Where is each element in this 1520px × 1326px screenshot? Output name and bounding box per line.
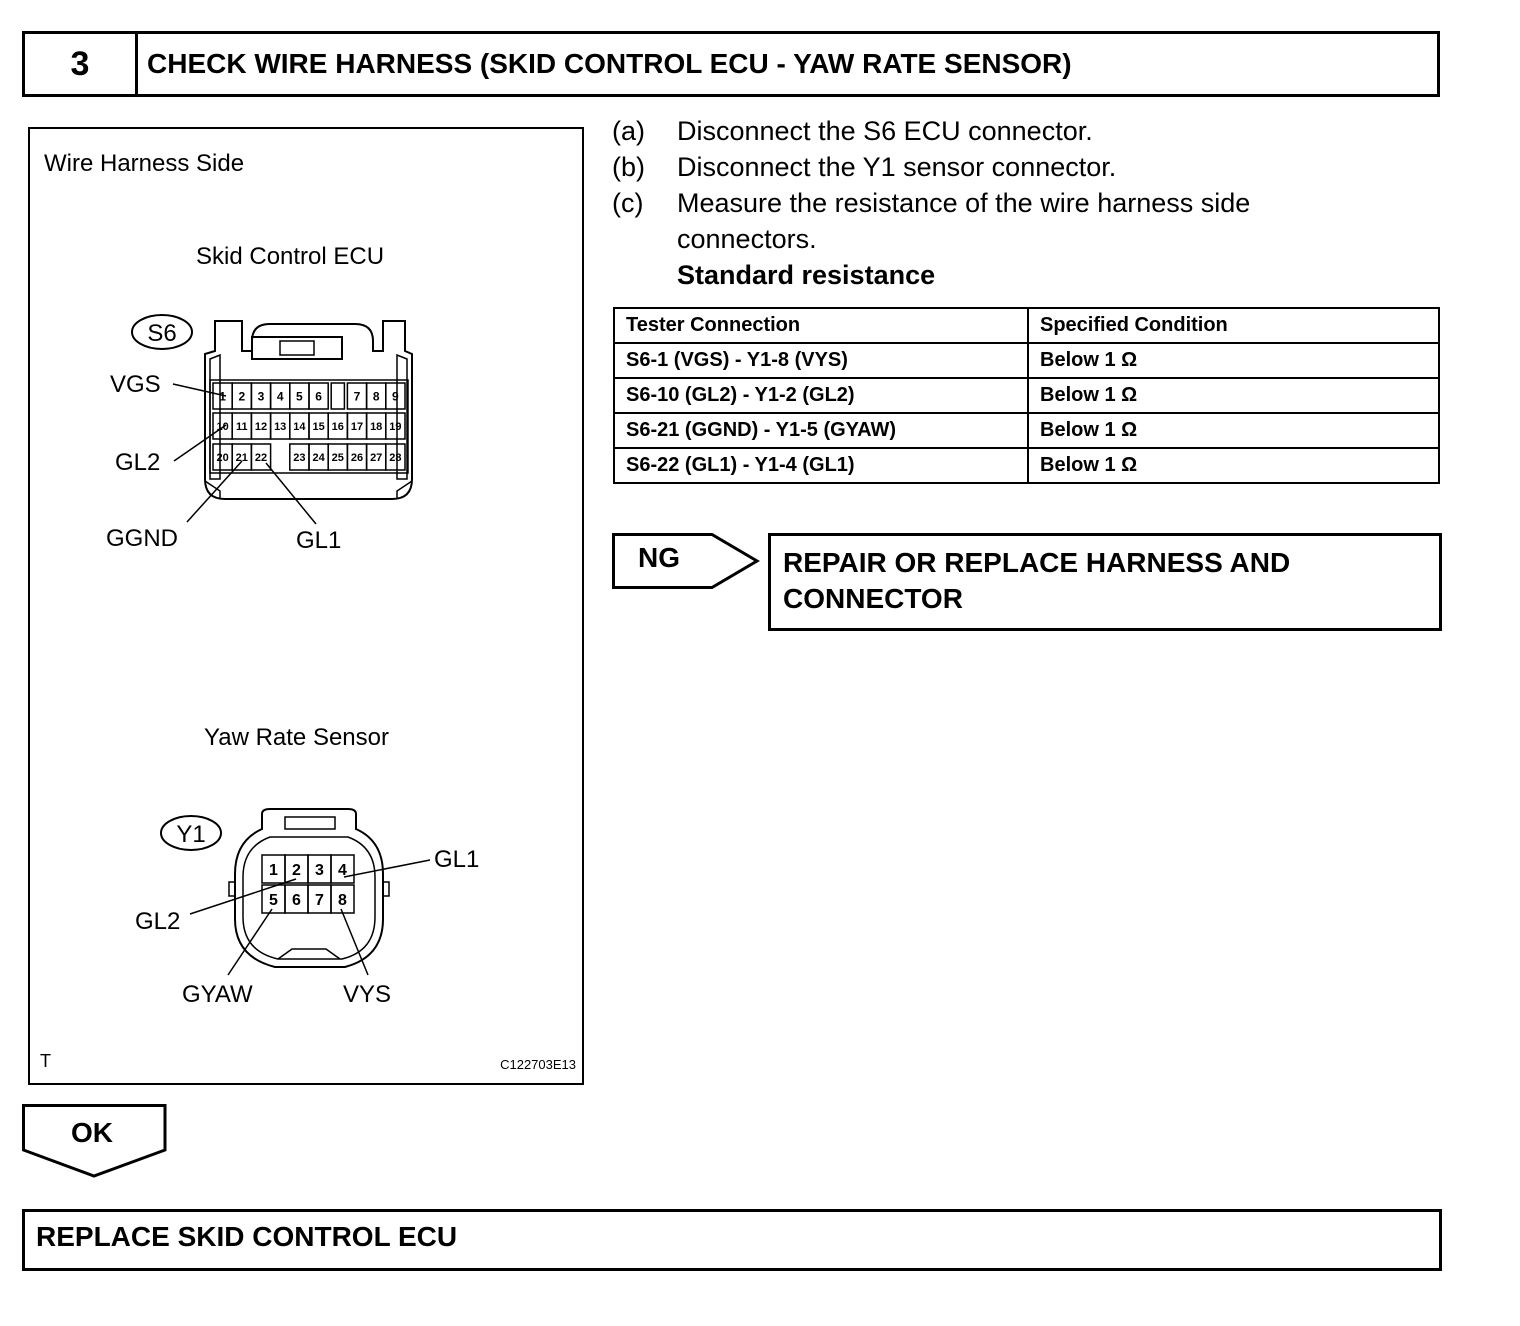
sensor-callout-gl1: GL1 bbox=[434, 846, 480, 873]
ecu-pin-label: 8 bbox=[372, 389, 380, 404]
ecu-pin-label: 6 bbox=[315, 389, 322, 404]
ok-label: OK bbox=[71, 1117, 113, 1148]
sensor-callout-vys: VYS bbox=[343, 981, 392, 1008]
ecu-pin-label: 16 bbox=[331, 420, 344, 433]
sensor-callout-gyaw: GYAW bbox=[182, 981, 253, 1008]
ecu-pin-grid bbox=[210, 380, 408, 473]
sensor-pin-label: 5 bbox=[269, 891, 278, 909]
ecu-pin-label: 5 bbox=[296, 389, 303, 404]
ecu-pin-label: 18 bbox=[370, 420, 383, 433]
sensor-connector-body bbox=[235, 809, 383, 967]
ecu-pin-label: 7 bbox=[353, 389, 361, 404]
ng-result-line2: CONNECTOR bbox=[783, 583, 963, 614]
ecu-pin-label: 25 bbox=[331, 451, 344, 464]
ng-result-box bbox=[768, 533, 1442, 631]
ecu-pin-label: 19 bbox=[389, 420, 402, 433]
table-header: Specified Condition bbox=[1028, 308, 1439, 343]
ecu-pin-label: 1 bbox=[219, 389, 226, 404]
sensor-callout-gl2: GL2 bbox=[135, 908, 181, 935]
table-cell: Below 1 Ω bbox=[1028, 413, 1439, 448]
table-cell: Below 1 Ω bbox=[1028, 343, 1439, 378]
sensor-pin-label: 2 bbox=[292, 861, 301, 879]
ecu-callout-vgs: VGS bbox=[110, 371, 161, 398]
step-header bbox=[22, 31, 1440, 97]
table-row bbox=[614, 413, 1439, 448]
table-cell: S6-1 (VGS) - Y1-8 (VYS) bbox=[614, 343, 1028, 378]
ng-label: NG bbox=[638, 542, 680, 573]
s6-tag: S6 bbox=[147, 320, 177, 347]
ecu-key-slot bbox=[331, 383, 344, 409]
connector-diagram bbox=[30, 129, 582, 1083]
figure-caption: Wire Harness Side bbox=[44, 150, 245, 177]
figure-code: C122703E13 bbox=[500, 1057, 576, 1072]
ecu-pin-label: 14 bbox=[293, 420, 306, 433]
ecu-pin-label: 2 bbox=[238, 389, 246, 404]
table-cell: Below 1 Ω bbox=[1028, 378, 1439, 413]
ecu-callout-ggnd: GGND bbox=[106, 525, 178, 552]
table-cell: S6-21 (GGND) - Y1-5 (GYAW) bbox=[614, 413, 1028, 448]
ecu-pin-label: 9 bbox=[392, 389, 399, 404]
table-cell: Below 1 Ω bbox=[1028, 448, 1439, 483]
instruction-b bbox=[612, 149, 1412, 185]
ng-result-line1: REPAIR OR REPLACE HARNESS AND bbox=[783, 547, 1291, 578]
sensor-pin-grid bbox=[262, 855, 354, 913]
ecu-pin-label: 17 bbox=[350, 420, 364, 433]
sensor-pin-label: 8 bbox=[338, 891, 347, 909]
ecu-pin-label: 24 bbox=[312, 451, 325, 464]
ecu-pin-label: 10 bbox=[216, 420, 229, 433]
resistance-table bbox=[613, 307, 1440, 484]
sensor-pin-label: 3 bbox=[315, 861, 324, 879]
table-row bbox=[614, 448, 1439, 483]
instruction-a bbox=[612, 113, 1412, 149]
table-header-row bbox=[614, 308, 1439, 343]
table-cell: S6-22 (GL1) - Y1-4 (GL1) bbox=[614, 448, 1028, 483]
ok-result-box: REPLACE SKID CONTROL ECU bbox=[22, 1209, 1442, 1271]
ecu-pin-label: 26 bbox=[350, 451, 364, 464]
sensor-pin-label: 6 bbox=[292, 891, 301, 909]
step-text-continued: connectors. bbox=[677, 224, 817, 254]
ecu-pin-label: 13 bbox=[274, 420, 287, 433]
sensor-pin-label: 7 bbox=[315, 891, 324, 909]
standard-title: Standard resistance bbox=[677, 260, 936, 290]
ecu-pin-label: 12 bbox=[254, 420, 268, 433]
sensor-pin-label: 4 bbox=[338, 861, 347, 879]
ecu-title: Skid Control ECU bbox=[196, 243, 385, 270]
table-row bbox=[614, 378, 1439, 413]
ecu-pin-label: 20 bbox=[216, 451, 229, 464]
step-label: (c) bbox=[612, 188, 644, 218]
step-title: CHECK WIRE HARNESS (SKID CONTROL ECU - YAW RATE SENSOR) bbox=[147, 48, 1072, 79]
ecu-pin-label: 27 bbox=[370, 451, 383, 464]
ecu-pin-label: 21 bbox=[235, 451, 248, 464]
table-header: Tester Connection bbox=[614, 308, 1028, 343]
instruction-c bbox=[612, 185, 1412, 257]
step-text: Disconnect the Y1 sensor connector. bbox=[677, 152, 1117, 182]
ng-arrow-icon bbox=[612, 533, 762, 589]
step-label: (b) bbox=[612, 152, 645, 182]
connector-figure bbox=[28, 127, 584, 1085]
step-text: Disconnect the S6 ECU connector. bbox=[677, 116, 1093, 146]
ecu-pin-label: 28 bbox=[389, 451, 402, 464]
step-number: 3 bbox=[25, 34, 138, 94]
ecu-pin-label: 11 bbox=[235, 420, 248, 433]
ecu-pin-label: 15 bbox=[312, 420, 325, 433]
step-text: Measure the resistance of the wire harness side bbox=[677, 188, 1251, 218]
ecu-pin-label: 23 bbox=[293, 451, 306, 464]
sensor-pin-label: 1 bbox=[269, 861, 278, 879]
table-cell: S6-10 (GL2) - Y1-2 (GL2) bbox=[614, 378, 1028, 413]
sensor-title: Yaw Rate Sensor bbox=[204, 724, 389, 751]
y1-tag: Y1 bbox=[176, 821, 206, 848]
step-label: (a) bbox=[612, 116, 645, 146]
corner-mark: T bbox=[40, 1051, 51, 1071]
ecu-callout-gl1: GL1 bbox=[296, 527, 342, 554]
ecu-pin-label: 3 bbox=[257, 389, 265, 404]
ecu-callout-gl2: GL2 bbox=[115, 449, 161, 476]
table-row bbox=[614, 343, 1439, 378]
ecu-pin-label: 4 bbox=[276, 389, 284, 404]
ecu-pin-label: 22 bbox=[254, 451, 268, 464]
